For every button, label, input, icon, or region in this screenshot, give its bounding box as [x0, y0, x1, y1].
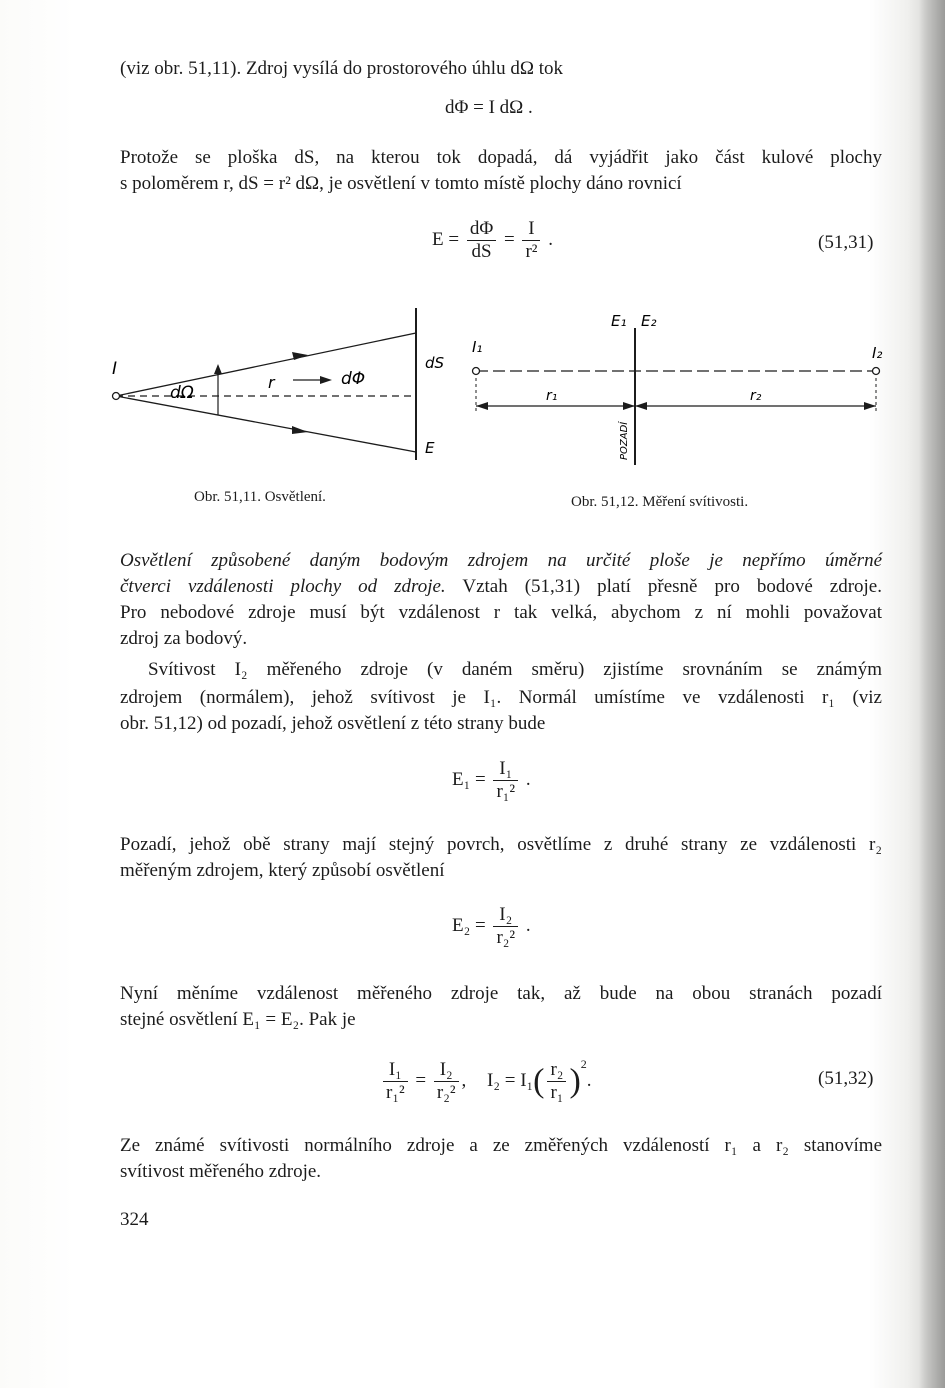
paragraph-line: Ze známé svítivosti normálního zdroje a ze změřených vzdáleností r₁ a r₂ stanovíme [120, 1135, 882, 1156]
fraction-denominator: r₁ [550, 1082, 564, 1104]
fraction-denominator: r₂² [436, 1082, 456, 1104]
flux-arrow-head [320, 376, 332, 384]
exponent: 2 [580, 1057, 587, 1071]
label-E1: E₁ [611, 312, 627, 330]
fraction-denominator: r₁² [386, 1082, 405, 1104]
dim-arrow [476, 402, 488, 410]
label-I2: I₂ [872, 344, 883, 362]
eq-end: . [525, 914, 531, 936]
regular-text: Vztah (51,31) platí přesně pro bodové zdroje. [445, 576, 882, 597]
equation-51-31 [432, 218, 553, 263]
paragraph-line: (viz obr. 51,11). Zdroj vysílá do prostorového úhlu dΩ tok [120, 58, 563, 79]
label-pozadi: POZADÍ [619, 421, 630, 460]
eq-end: . [548, 228, 553, 250]
fraction [467, 218, 496, 263]
fraction [522, 218, 540, 263]
page-number: 324 [120, 1209, 149, 1230]
fraction [383, 1059, 408, 1104]
paragraph-line: měřeným zdrojem, který způsobí osvětlení [120, 860, 445, 881]
label-dS: dS [425, 354, 445, 372]
eq-lhs: E₁ = [452, 768, 486, 790]
fraction-denominator: r₂² [496, 927, 516, 948]
label-I: I [112, 359, 118, 379]
eq-end: . [586, 1070, 592, 1091]
dim-arrow [635, 402, 647, 410]
label-r2: r₂ [750, 388, 762, 404]
figure-caption: Obr. 51,11. Osvětlení. [194, 489, 326, 505]
fraction-numerator: r₂ [547, 1059, 566, 1082]
equation-number: (51,31) [818, 232, 874, 253]
paragraph-line: stejné osvětlení E₁ = E₂. Pak je [120, 1009, 356, 1030]
fraction-numerator: I₁ [383, 1059, 408, 1082]
figure-caption: Obr. 51,12. Měření svítivosti. [571, 494, 749, 510]
dim-arrow [864, 402, 876, 410]
paragraph-line: Protože se ploška dS, na kterou tok dopadá, dá vyjádřit jako část kulové plochy [120, 147, 882, 168]
equation-E1 [452, 758, 531, 803]
fraction-numerator: I₁ [493, 758, 518, 781]
point-source-icon [113, 393, 120, 400]
eq-lhs: E = [432, 228, 460, 250]
equation-51-32 [380, 1052, 592, 1104]
cone-lower-edge [116, 396, 416, 452]
page-spine-shadow [919, 0, 945, 1388]
fraction-numerator: I [522, 218, 540, 241]
equation-number: (51,32) [818, 1068, 874, 1089]
fraction-numerator: dΦ [467, 218, 496, 241]
label-dPhi: dΦ [341, 369, 366, 389]
fraction-denominator: r² [525, 241, 538, 262]
label-E2: E₂ [641, 312, 657, 330]
equation-E2 [452, 904, 531, 949]
eq-comma: , [461, 1070, 467, 1091]
label-r1: r₁ [546, 388, 558, 404]
cone-upper-edge [116, 333, 416, 396]
eq-end: . [525, 768, 531, 790]
fraction-denominator: r₁² [496, 781, 516, 802]
paragraph-line: Pozadí, jehož obě strany mají stejný povrch, osvětlíme z druhé strany ze vzdálenosti r₂ [120, 834, 882, 855]
paragraph-line: zdroj za bodový. [120, 628, 248, 649]
paragraph-line: Pro nebodové zdroje musí být vzdálenost r tak velká, abychom z ní mohli považovat [120, 602, 882, 623]
source-I1-icon [473, 368, 480, 375]
italic-text: čtverci vzdálenosti plochy od zdroje. [120, 576, 446, 597]
paren-open: ( [533, 1062, 545, 1100]
dim-arrow [623, 402, 635, 410]
fraction-denominator: dS [471, 241, 492, 262]
paragraph-line: s poloměrem r, dS = r² dΩ, je osvětlení v tomto místě plochy dáno rovnicí [120, 173, 682, 194]
eq-sign: = [503, 228, 515, 250]
fraction [493, 904, 518, 949]
paragraph-line: zdrojem (normálem), jehož svítivost je I₁. Normál umístíme ve vzdálenosti r₁ (viz [120, 687, 882, 708]
italic-text: Osvětlení způsobené daným bodovým zdrojem na určité ploše je nepřímo úměrné [120, 550, 882, 571]
paragraph-line: Nyní měníme vzdálenost měřeného zdroje tak, až bude na obou stranách pozadí [120, 983, 882, 1004]
equation-flux: dΦ = I dΩ . [445, 97, 533, 118]
eq-sign: = [415, 1070, 427, 1091]
radius-marker-arrow [214, 364, 222, 374]
fraction [434, 1059, 459, 1104]
label-I1: I₁ [472, 338, 483, 356]
fraction-numerator: I₂ [493, 904, 518, 927]
figure-illumination [108, 300, 445, 490]
paragraph-line: Svítivost I₂ měřeného zdroje (v daném směru) zjistíme srovnáním se známým [148, 659, 882, 680]
fraction [493, 758, 518, 803]
fraction [547, 1059, 566, 1104]
paragraph-line [120, 548, 882, 574]
paragraph-line: obr. 51,12) od pozadí, jehož osvětlení z této strany bude [120, 713, 546, 734]
eq-lhs: E₂ = [452, 914, 486, 936]
paragraph-line [120, 574, 882, 600]
figure-intensity-measurement [460, 300, 900, 480]
paren-close: ) [569, 1062, 581, 1100]
source-I2-icon [873, 368, 880, 375]
label-E: E [425, 439, 435, 457]
label-dOmega: dΩ [170, 383, 194, 403]
label-r: r [268, 373, 275, 392]
paragraph-line: svítivost měřeného zdroje. [120, 1161, 322, 1182]
arrow-lower [292, 426, 308, 434]
fraction-numerator: I₂ [434, 1059, 459, 1082]
eq-middle: I₂ = I₁ [487, 1070, 534, 1091]
